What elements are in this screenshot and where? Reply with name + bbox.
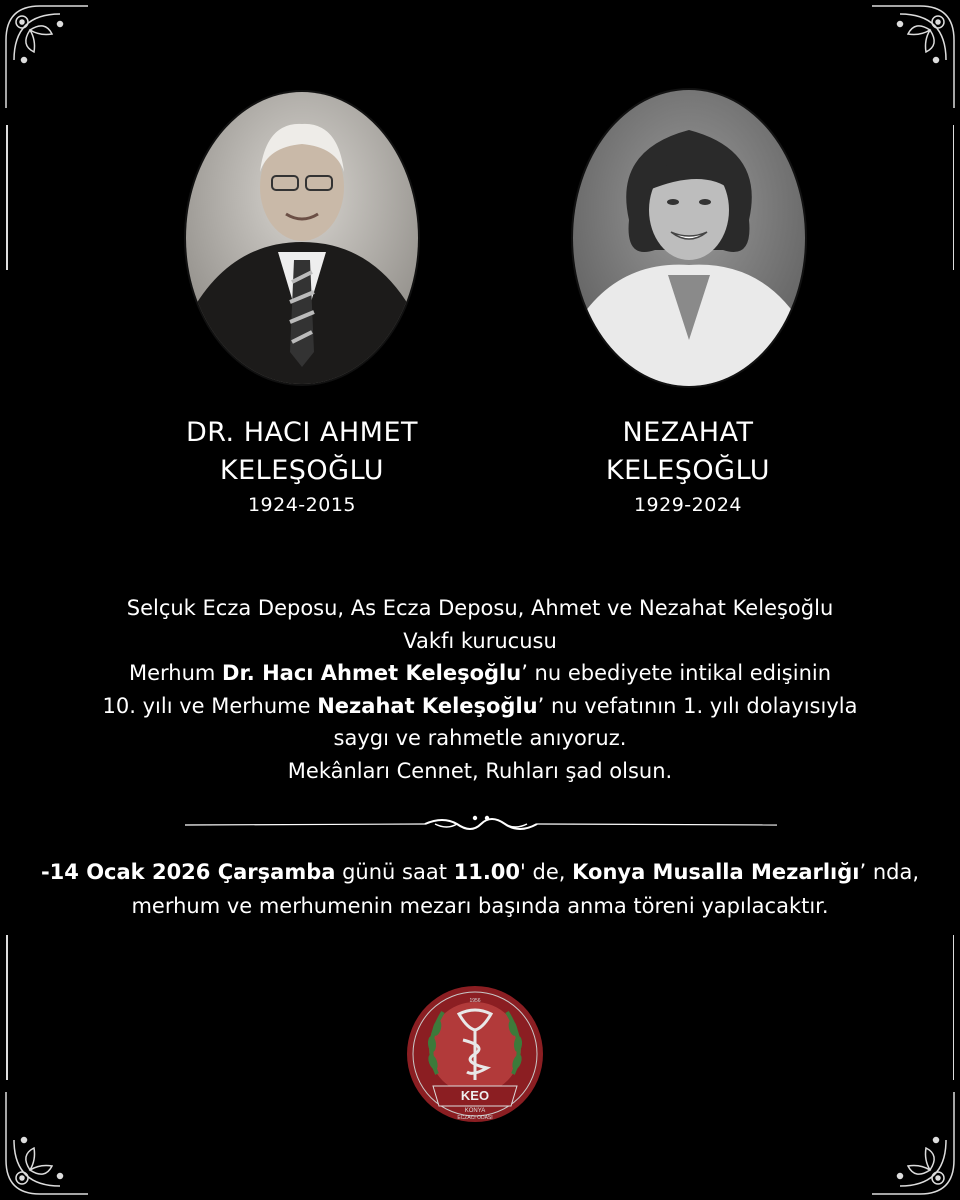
person1-name-line2: KELEŞOĞLU [219, 455, 385, 486]
logo-city: KONYA [464, 1108, 486, 1114]
tribute-line4-post: ’ nu vefatının 1. yılı dolayısıyla [537, 693, 858, 718]
person1-years: 1924-2015 [247, 494, 357, 516]
tribute-line3-pre: Merhum [128, 661, 223, 685]
tribute-text [40, 592, 920, 787]
person2-name-line2: KELEŞOĞLU [605, 455, 771, 486]
ornamental-divider [185, 812, 777, 838]
event-text-part6: ’ nda, merhum ve merhumenin mezarı başında anma töreni yapılacaktır. [131, 860, 920, 918]
border-line-left-top [6, 125, 8, 270]
tribute-line3-post: ’ nu ebediyete intikal edişinin [521, 661, 832, 685]
tribute-line5: saygı ve rahmetle anıyoruz. [333, 726, 627, 750]
memorial-event-text [40, 855, 920, 923]
tribute-line6: Mekânları Cennet, Ruhları şad olsun. [287, 758, 673, 783]
corner-ornament-bottom-left [0, 1090, 90, 1200]
tribute-line4-name: Nezahat Keleşoğlu [317, 693, 538, 718]
logo-org: ECZACI ODASI [457, 1115, 493, 1121]
event-text-part2: günü saat [335, 860, 454, 884]
name-block-person1 [122, 414, 482, 520]
person2-name-line1: NEZAHAT [622, 417, 754, 448]
portrait-ahmet-keleşoğlu [186, 92, 418, 384]
konya-eczaci-odasi-logo [403, 984, 548, 1124]
logo-abbr: KEO [460, 1088, 490, 1103]
tribute-line2: Vakfı kurucusu [403, 628, 557, 653]
name-block-person2 [508, 414, 868, 520]
portrait-nezahat-keleşoğlu [573, 90, 805, 386]
corner-ornament-top-left [0, 0, 90, 110]
logo-year: 1956 [469, 998, 481, 1004]
border-line-right-top [953, 125, 955, 270]
event-text-part4: ' de, [520, 860, 573, 884]
tribute-line4 [40, 690, 920, 723]
tribute-line1: Selçuk Ecza Deposu, As Ecza Deposu, Ahmet ve Nezahat Keleşoğlu [126, 596, 834, 620]
corner-ornament-top-right [870, 0, 960, 110]
tribute-line3 [40, 657, 920, 690]
event-location: Konya Musalla Mezarlığı [572, 860, 860, 884]
border-line-left-bottom [6, 935, 8, 1080]
event-date: -14 Ocak 2026 Çarşamba [40, 860, 336, 884]
tribute-line3-name: Dr. Hacı Ahmet Keleşoğlu [222, 661, 522, 685]
event-time: 11.00 [453, 860, 521, 884]
person1-name-line1: DR. HACI AHMET [185, 417, 419, 448]
border-line-right-bottom [953, 935, 955, 1080]
corner-ornament-bottom-right [870, 1090, 960, 1200]
person2-years: 1929-2024 [633, 494, 743, 516]
tribute-line4-pre: 10. yılı ve Merhume [102, 693, 318, 718]
